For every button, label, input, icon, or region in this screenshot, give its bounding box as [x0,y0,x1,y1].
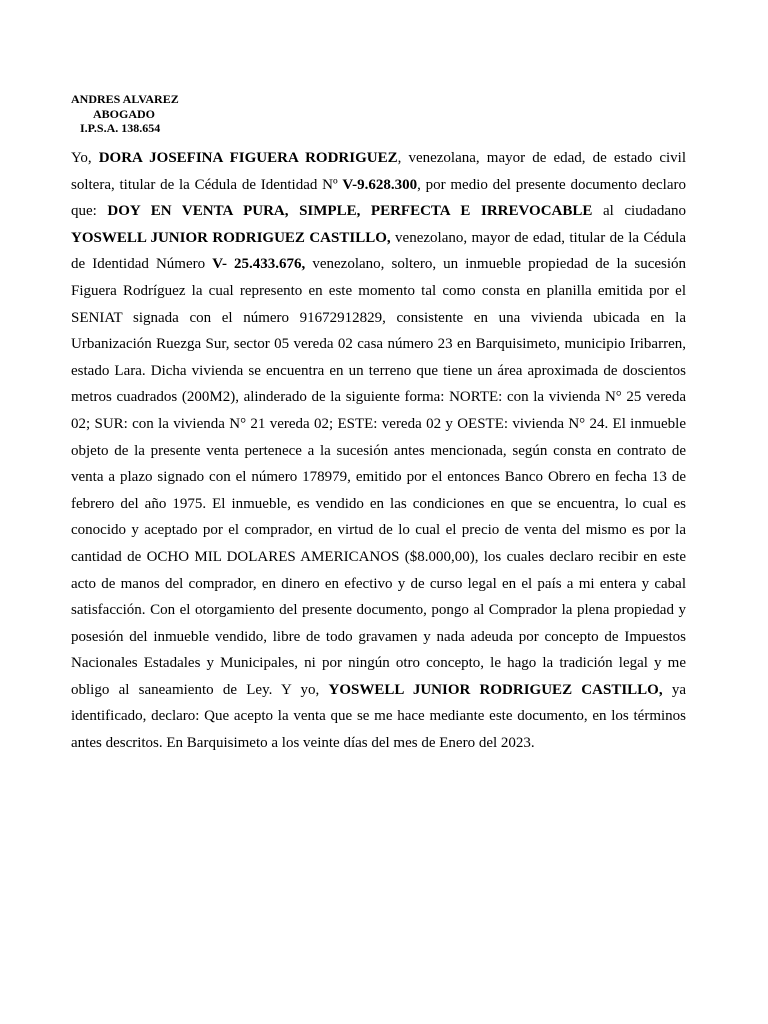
text-segment: , venezolana, mayor de edad, de estado civil soltera, titular de la Cédula de Identidad Nº [71,150,687,193]
lawyer-registration: I.P.S.A. 138.654 [80,121,161,135]
lawyer-name: ANDRES ALVAREZ [71,92,179,106]
letterhead [71,92,179,136]
buyer-id-number: V- 25.433.676, [212,256,306,273]
text-segment: Yo, [71,150,99,166]
text-segment: venezolano, soltero, un inmueble propiedad de la sucesión Figuera Rodríguez la cual represento en este momento tal como consta en planilla emitida por el SENIAT signada con el número 91672912829, consistente en una vivienda ubicada en la Urbanización Ruezga Sur, sector 05 vereda 02 casa número 23 en Barquisimeto, municipio Iribarren, estado Lara. Dicha vivienda se encuentra en un terreno que tiene un área aproximada de doscientos metros cuadrados (200M2), alinderado de la siguiente forma: NORTE: con la vivienda N° 25 vereda 02; SUR: con la vivienda N° 21 vereda 02; ESTE: vereda 02 y OESTE: vivienda N° 24. El inmueble objeto de la presente venta pertenece a la sucesión antes mencionada, según consta en contrato de venta a plazo signado con el número 178979, emitido por el entonces Banco Obrero en fecha 13 de febrero del año 1975. El inmueble, es vendido en las condiciones en que se encuentra, lo cual es conocido y aceptado por el comprador, en virtud de lo cual el precio de venta del mismo es por la cantidad de OCHO MIL DOLARES AMERICANOS ($8.000,00), los cuales declaro recibir en este acto de manos del comprador, en dinero en efectivo y de curso legal en el país a mi entera y cabal satisfacción. Con el otorgamiento del presente documento, pongo al Comprador la plena propiedad y posesión del inmueble vendido, libre de todo gravamen y nada adeuda por concepto de Impuestos Nacionales Estadales y Municipales, ni por ningún otro concepto, le hago la tradición legal y me obligo al saneamiento de Ley. Y yo, [71,256,687,698]
seller-id-number: V-9.628.300 [342,176,418,193]
buyer-name: YOSWELL JUNIOR RODRIGUEZ CASTILLO, [71,229,391,246]
seller-name: DORA JOSEFINA FIGUERA RODRIGUEZ [98,150,398,166]
lawyer-title: ABOGADO [93,106,156,121]
text-segment: , por medio del presente documento declaro que: [71,176,686,220]
buyer-name-signature: YOSWELL JUNIOR RODRIGUEZ CASTILLO, [328,681,663,698]
sale-clause: DOY EN VENTA PURA, SIMPLE, PERFECTA E IRREVOCABLE [107,203,593,220]
text-segment: ya identificado, declaro: Que acepto la venta que se me hace mediante este documento, en los términos antes descritos. En Barquisimeto a los veinte días del mes de Enero del 2023. [71,681,686,752]
text-segment: al ciudadano [592,203,687,220]
sale-declaration-paragraph [71,145,686,757]
text-segment: venezolano, mayor de edad, titular de la Cédula de Identidad Número [71,229,686,273]
